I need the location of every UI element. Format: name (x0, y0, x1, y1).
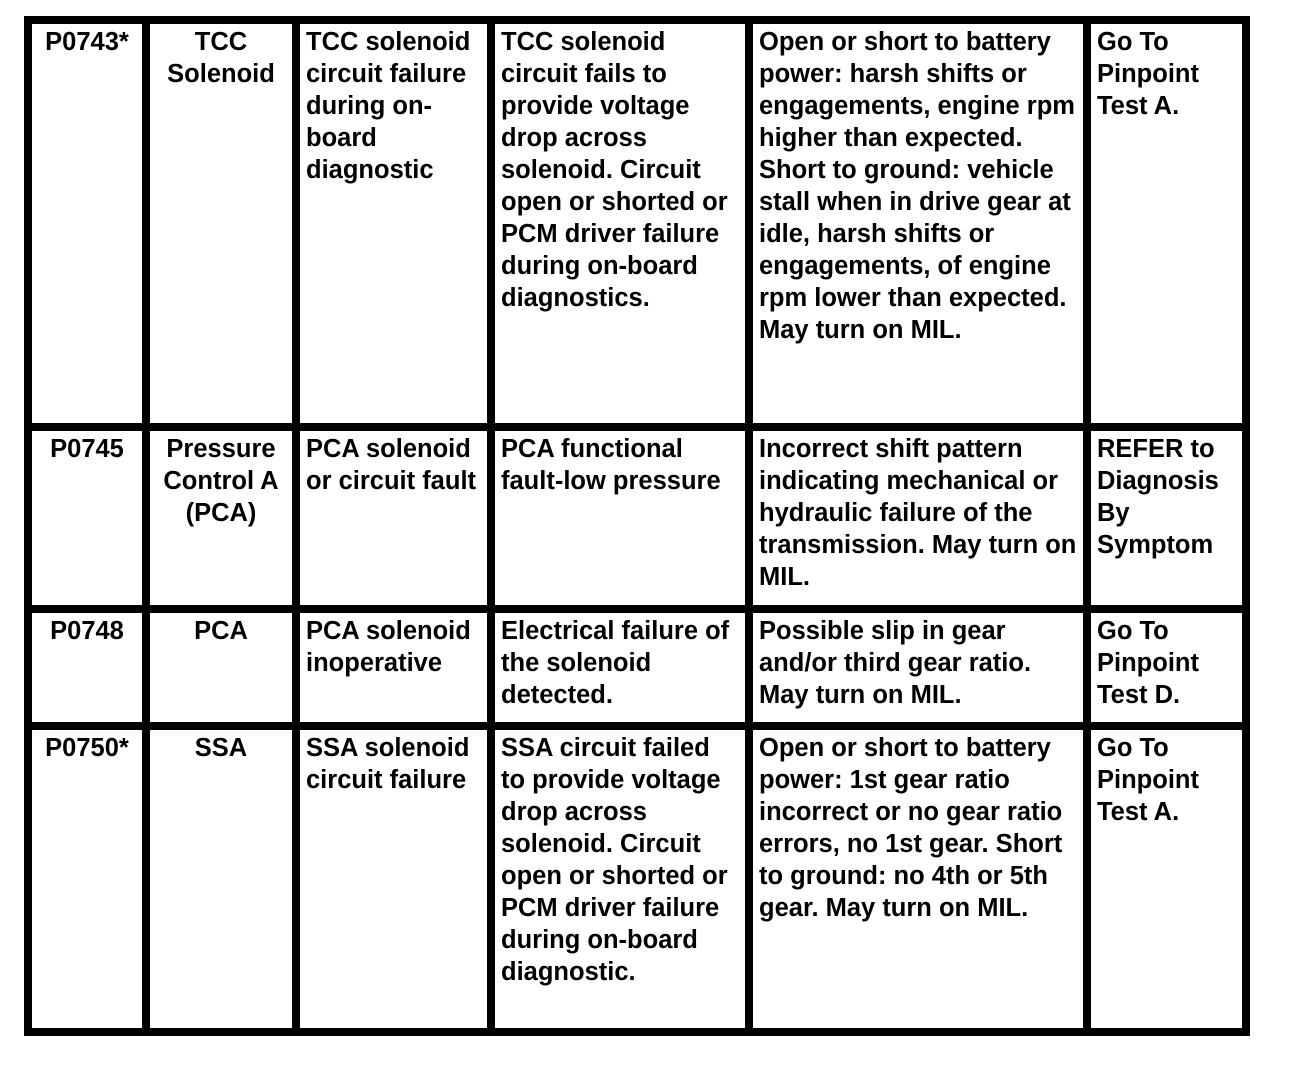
action-cell: Go To Pinpoint Test A. (1083, 16, 1250, 423)
description-cell: PCA functional fault-low pressure (487, 423, 745, 604)
table-row (24, 16, 1250, 423)
description-cell: TCC solenoid circuit fails to provide voltage drop across solenoid. Circuit open or shorted or PCM driver failure during on-board diagnostics. (487, 16, 745, 423)
dtc-code-cell: P0745 (24, 423, 142, 604)
symptom-cell: Possible slip in gear and/or third gear ratio. May turn on MIL. (745, 605, 1083, 722)
condition-cell: PCA solenoid or circuit fault (292, 423, 487, 604)
symptom-cell: Incorrect shift pattern indicating mechanical or hydraulic failure of the transmission. May turn on MIL. (745, 423, 1083, 604)
component-cell: PCA (142, 605, 292, 722)
component-cell: TCC Solenoid (142, 16, 292, 423)
condition-cell: TCC solenoid circuit failure during on-board diagnostic (292, 16, 487, 423)
action-cell: Go To Pinpoint Test D. (1083, 605, 1250, 722)
symptom-cell: Open or short to battery power: 1st gear ratio incorrect or no gear ratio errors, no 1st gear. Short to ground: no 4th or 5th gear. May turn on MIL. (745, 722, 1083, 1036)
dtc-code-cell: P0750* (24, 722, 142, 1036)
description-cell: SSA circuit failed to provide voltage drop across solenoid. Circuit open or shorted or PCM driver failure during on-board diagnostic. (487, 722, 745, 1036)
dtc-code-cell: P0743* (24, 16, 142, 423)
description-cell: Electrical failure of the solenoid detected. (487, 605, 745, 722)
action-cell: Go To Pinpoint Test A. (1083, 722, 1250, 1036)
symptom-cell: Open or short to battery power: harsh shifts or engagements, engine rpm higher than expected. Short to ground: vehicle stall when in drive gear at idle, harsh shifts or engagements, of engine rpm lower than expected. May turn on MIL. (745, 16, 1083, 423)
component-cell: SSA (142, 722, 292, 1036)
table-row (24, 605, 1250, 722)
condition-cell: SSA solenoid circuit failure (292, 722, 487, 1036)
action-cell: REFER to Diagnosis By Symptom (1083, 423, 1250, 604)
table-row (24, 423, 1250, 604)
condition-cell: PCA solenoid inoperative (292, 605, 487, 722)
component-cell: Pressure Control A (PCA) (142, 423, 292, 604)
table-row (24, 722, 1250, 1036)
dtc-table (24, 16, 1250, 1036)
dtc-code-cell: P0748 (24, 605, 142, 722)
